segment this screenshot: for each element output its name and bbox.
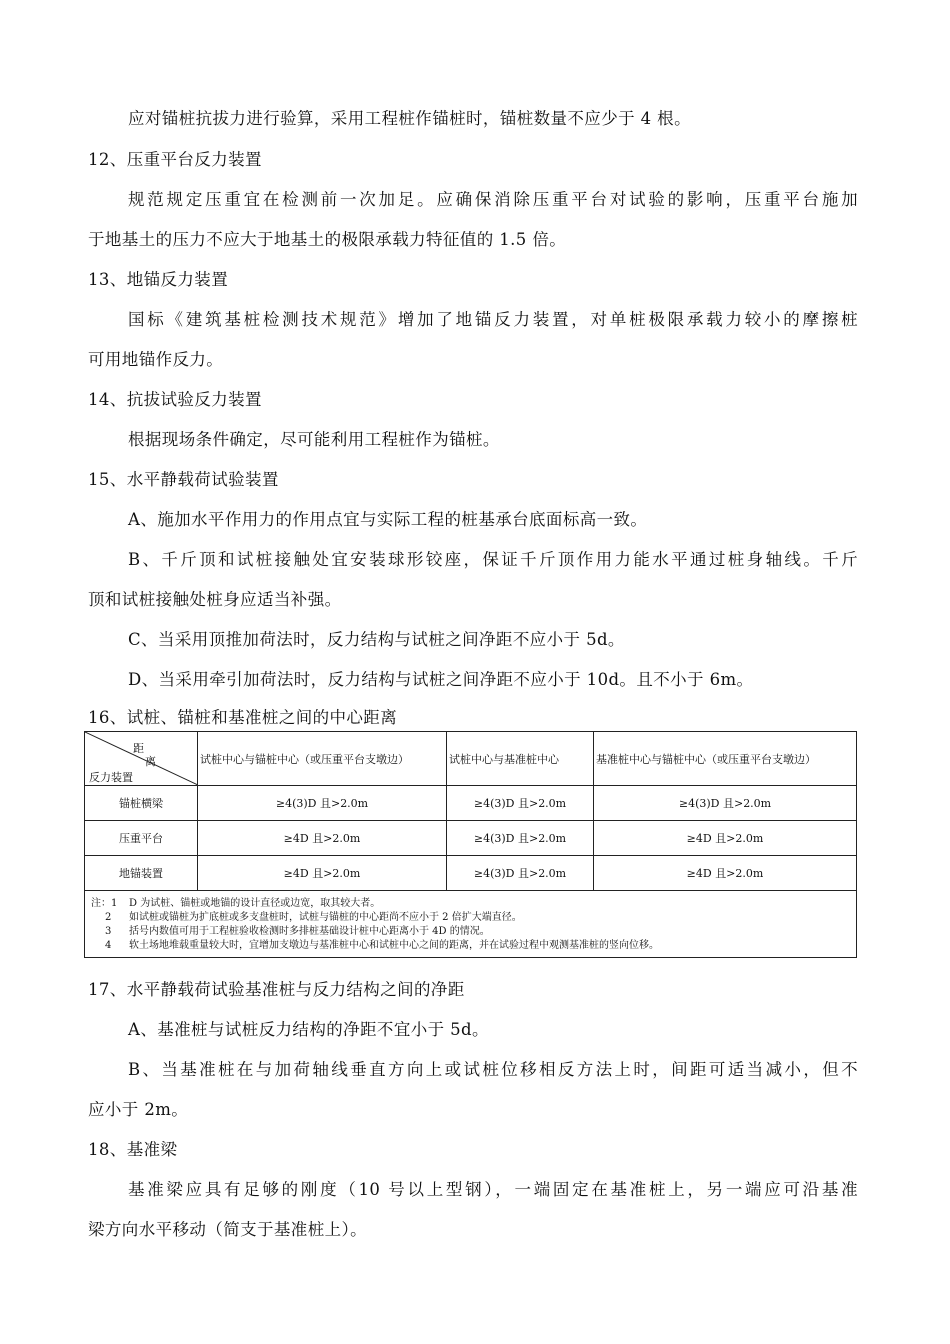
table-cell: ≥4D 且>2.0m	[198, 856, 447, 891]
heading-12: 12、压重平台反力装置	[88, 150, 262, 169]
paragraph-15a: A、施加水平作用力的作用点宜与实际工程的桩基承台底面标高一致。	[128, 510, 648, 529]
table-cell: ≥4(3)D 且>2.0m	[198, 786, 447, 821]
table-row	[85, 856, 857, 891]
paragraph-14: 根据现场条件确定，尽可能利用工程桩作为锚桩。	[128, 430, 500, 449]
paragraph-15d: D、当采用牵引加荷法时，反力结构与试桩之间净距不应小于 10d。且不小于 6m。	[128, 670, 754, 689]
paragraph-12-line2: 于地基土的压力不应大于地基土的极限承载力特征值的 1.5 倍。	[88, 230, 567, 249]
column-header: 试桩中心与锚桩中心（或压重平台支墩边）	[198, 732, 447, 786]
note-item: 4 软土场地堆载重量较大时，宜增加支墩边与基准桩中心和试桩中心之间的距离，并在试验过程中观测基准桩的竖向位移。	[105, 940, 659, 951]
paragraph-17a: A、基准桩与试桩反力结构的净距不宜小于 5d。	[128, 1020, 489, 1039]
heading-14: 14、抗拔试验反力装置	[88, 390, 262, 409]
table-notes	[85, 891, 857, 958]
paragraph-anchor-pile: 应对锚桩抗拔力进行验算，采用工程桩作锚桩时，锚桩数量不应少于 4 根。	[128, 109, 691, 128]
corner-top-label-a: 距	[133, 742, 160, 755]
table-row	[85, 821, 857, 856]
heading-18: 18、基准梁	[88, 1140, 178, 1159]
paragraph-17b-line1: B、当基准桩在与加荷轴线垂直方向上或试桩位移相反方法上时，间距可适当减小，但不	[128, 1060, 858, 1079]
table-cell: ≥4(3)D 且>2.0m	[447, 821, 594, 856]
table-cell: ≥4D 且>2.0m	[594, 821, 857, 856]
table-cell: ≥4(3)D 且>2.0m	[447, 786, 594, 821]
corner-top-label-b: 离	[145, 755, 156, 768]
paragraph-13-line2: 可用地锚作反力。	[88, 350, 224, 369]
table-cell: ≥4(3)D 且>2.0m	[594, 786, 857, 821]
table-cell: ≥4(3)D 且>2.0m	[447, 856, 594, 891]
paragraph-15b-line2: 顶和试桩接触处桩身应适当补强。	[88, 590, 342, 609]
corner-bottom-label: 反力装置	[89, 771, 133, 784]
distance-table	[84, 731, 857, 958]
note-item: 3 括号内数值可用于工程桩验收检测时多排桩基础设计桩中心距离小于 4D 的情况。	[105, 926, 490, 937]
paragraph-18-line2: 梁方向水平移动（简支于基准桩上）。	[88, 1220, 368, 1239]
row-label: 地锚装置	[85, 856, 198, 891]
table-cell: ≥4D 且>2.0m	[594, 856, 857, 891]
note-item: 注：1 D 为试桩、锚桩或地锚的设计直径或边宽，取其较大者。	[91, 898, 381, 909]
heading-16: 16、试桩、锚桩和基准桩之间的中心距离	[88, 708, 398, 727]
paragraph-15b-line1: B、千斤顶和试桩接触处宜安装球形铰座，保证千斤顶作用力能水平通过桩身轴线。千斤	[128, 550, 858, 569]
paragraph-13-line1: 国标《建筑基桩检测技术规范》增加了地锚反力装置，对单桩极限承载力较小的摩擦桩	[128, 310, 858, 329]
paragraph-15c: C、当采用顶推加荷法时，反力结构与试桩之间净距不应小于 5d。	[128, 630, 625, 649]
paragraph-18-line1: 基准梁应具有足够的刚度（10 号以上型钢），一端固定在基准桩上，另一端应可沿基准	[128, 1180, 858, 1199]
table-corner-cell	[85, 732, 198, 786]
column-header: 试桩中心与基准桩中心	[447, 732, 594, 786]
heading-17: 17、水平静载荷试验基准桩与反力结构之间的净距	[88, 980, 465, 999]
note-item: 2 如试桩或锚桩为扩底桩或多支盘桩时，试桩与锚桩的中心距尚不应小于 2 倍扩大端直径。	[105, 912, 522, 923]
table-row	[85, 786, 857, 821]
heading-15: 15、水平静载荷试验装置	[88, 470, 279, 489]
heading-13: 13、地锚反力装置	[88, 270, 229, 289]
row-label: 锚桩横梁	[85, 786, 198, 821]
table-cell: ≥4D 且>2.0m	[198, 821, 447, 856]
paragraph-12-line1: 规范规定压重宜在检测前一次加足。应确保消除压重平台对试验的影响，压重平台施加	[128, 190, 858, 209]
table-header-row	[85, 732, 857, 786]
column-header: 基准桩中心与锚桩中心（或压重平台支墩边）	[594, 732, 857, 786]
table-notes-row	[85, 891, 857, 958]
paragraph-17b-line2: 应小于 2m。	[88, 1100, 189, 1119]
row-label: 压重平台	[85, 821, 198, 856]
